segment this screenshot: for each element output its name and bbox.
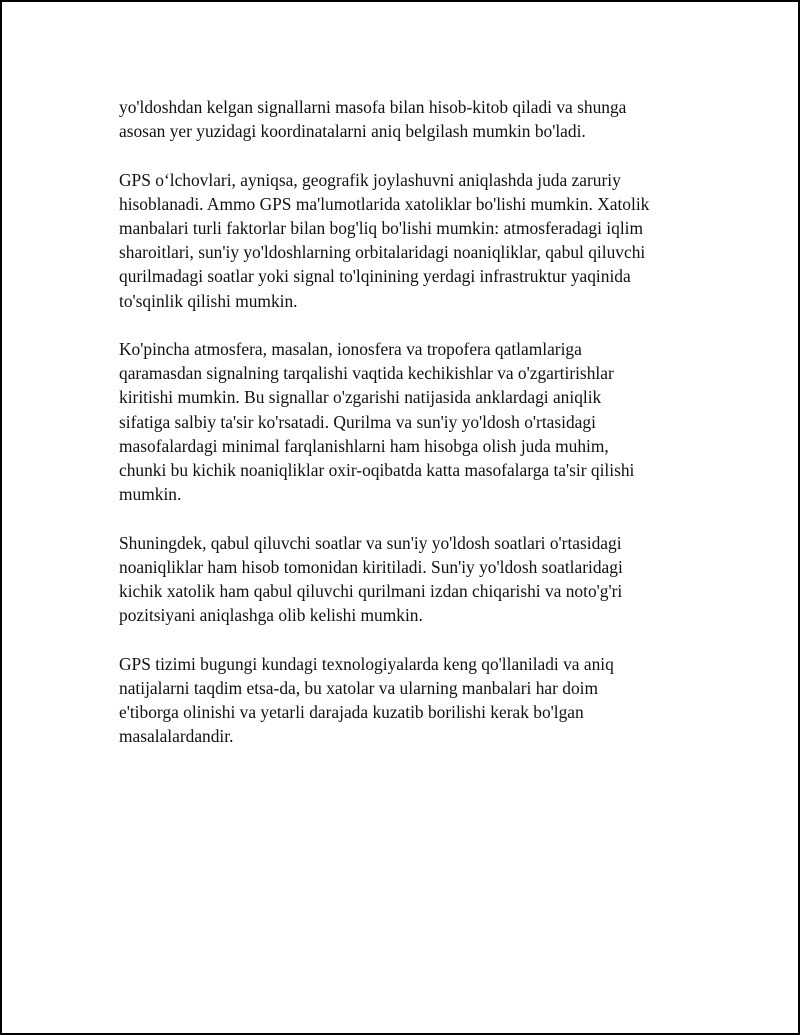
paragraph-conclusion: GPS tizimi bugungi kundagi texnologiyalarda keng qo'llaniladi va aniq natijalarni taqdim etsa-da, bu xatolar va ularning manbalari har doim e'tiborga olinishi va yetarli darajada kuzatib borilishi kerak bo'lgan masalalardandir. [119,653,614,747]
paragraph-signal-distance: yo'ldoshdan kelgan signallarni masofa bilan hisob-kitob qiladi va shunga asosan yer yuzidagi koordinatalarni aniq belgilash mumkin bo'ladi. [119,97,627,142]
document-body [119,95,699,773]
paragraph-gps-errors: GPS oʻlchovlari, ayniqsa, geografik joylashuvni aniqlashda juda zaruriy hisoblanadi. Ammo GPS ma'lumotlarida xatoliklar bo'lishi mumkin. Xatolik manbalari turli faktorlar bilan bog'liq bo'lishi mumkin: atmosferadagi iqlim sharoitlari, sun'iy yo'ldoshlarning orbitalaridagi noaniqliklar, qabul qiluvchi qurilmadagi soatlar yoki signal to'lqinining yerdagi infrastruktur yaqinida to'sqinlik qilishi mumkin. [119,169,650,311]
paragraph-atmosphere: Ko'pincha atmosfera, masalan, ionosfera va tropofera qatlamlariga qaramasdan signalning tarqalishi vaqtida kechikishlar va o'zgartirishlar kiritishi mumkin. Bu signallar o'zgarishi natijasida anklardagi aniqlik sifatiga salbiy ta'sir ko'rsatadi. Qurilma va sun'iy yo'ldosh o'rtasidagi masofalardagi minimal farqlanishlarni ham hisobga olish juda muhim, chunki bu kichik noaniqliklar oxir-oqibatda katta masofalarga ta'sir qilishi mumkin. [119,339,635,505]
paragraph-clock-errors: Shuningdek, qabul qiluvchi soatlar va sun'iy yo'ldosh soatlari o'rtasidagi noaniqliklar ham hisob tomonidan kiritiladi. Sun'iy yo'ldosh soatlaridagi kichik xatolik ham qabul qiluvchi qurilmani izdan chiqarishi va noto'g'ri pozitsiyani aniqlashga olib kelishi mumkin. [119,532,623,626]
